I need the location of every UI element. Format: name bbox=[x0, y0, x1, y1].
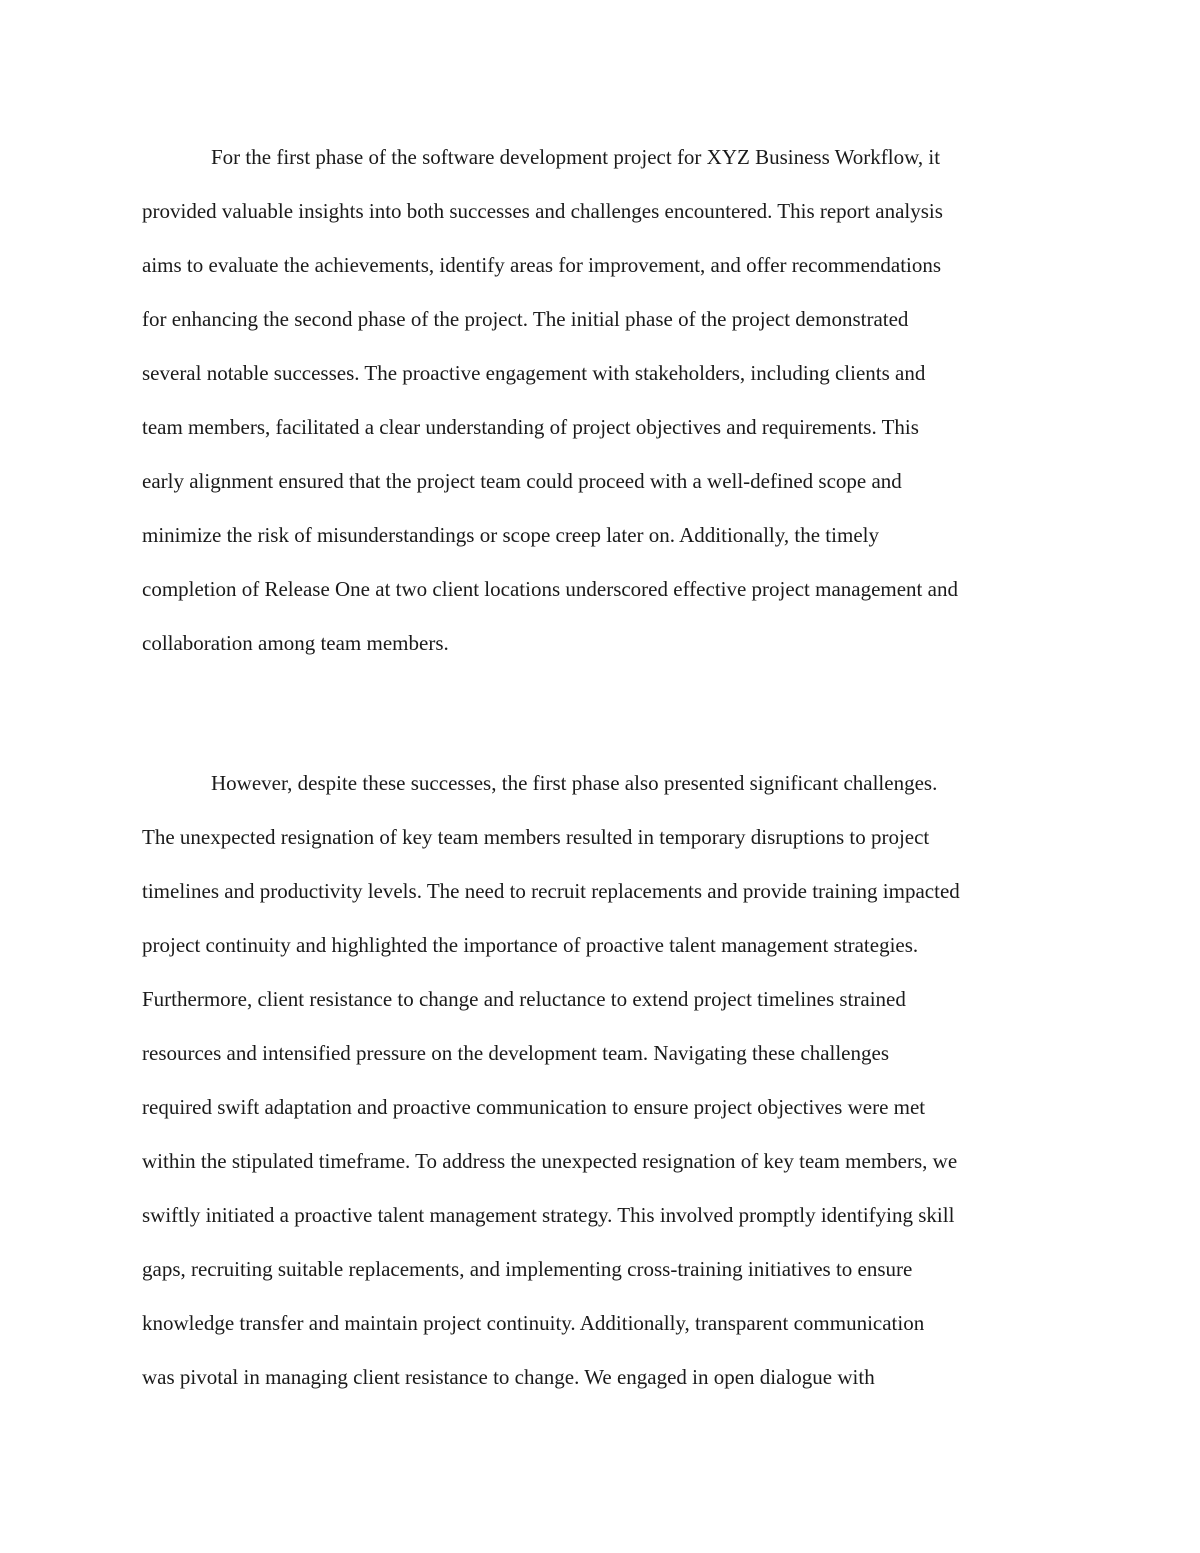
paragraph-line: swiftly initiated a proactive talent management strategy. This involved promptly identifying skill bbox=[142, 1203, 955, 1227]
paragraph-line: resources and intensified pressure on the development team. Navigating these challenges bbox=[142, 1041, 889, 1065]
paragraph-line: several notable successes. The proactive engagement with stakeholders, including clients and bbox=[142, 361, 926, 385]
paragraph-line: team members, facilitated a clear understanding of project objectives and requirements. This bbox=[142, 415, 919, 439]
paragraph-line: The unexpected resignation of key team members resulted in temporary disruptions to project bbox=[142, 825, 930, 849]
paragraph-line: collaboration among team members. bbox=[142, 631, 449, 655]
paragraph-line: aims to evaluate the achievements, identify areas for improvement, and offer recommendations bbox=[142, 253, 942, 277]
paragraph-line: knowledge transfer and maintain project continuity. Additionally, transparent communication bbox=[142, 1311, 925, 1335]
paragraph-line: minimize the risk of misunderstandings or scope creep later on. Additionally, the timely bbox=[142, 523, 879, 547]
paragraph-line: was pivotal in managing client resistance to change. We engaged in open dialogue with bbox=[142, 1365, 875, 1389]
paragraph-line: project continuity and highlighted the importance of proactive talent management strategies. bbox=[142, 933, 919, 957]
paragraph-line: provided valuable insights into both successes and challenges encountered. This report analysis bbox=[142, 199, 943, 223]
paragraph-line: for enhancing the second phase of the project. The initial phase of the project demonstrated bbox=[142, 307, 909, 331]
paragraph-line: completion of Release One at two client locations underscored effective project management and bbox=[142, 577, 958, 601]
paragraph-line: required swift adaptation and proactive communication to ensure project objectives were met bbox=[142, 1095, 926, 1119]
paragraph-line: timelines and productivity levels. The need to recruit replacements and provide training impacted bbox=[142, 879, 960, 903]
paragraph-line: gaps, recruiting suitable replacements, and implementing cross-training initiatives to ensure bbox=[142, 1257, 913, 1281]
paragraph-line: For the first phase of the software development project for XYZ Business Workflow, it bbox=[211, 145, 941, 169]
paragraph-line: within the stipulated timeframe. To address the unexpected resignation of key team members, we bbox=[142, 1149, 958, 1173]
paragraph-line: Furthermore, client resistance to change and reluctance to extend project timelines strained bbox=[142, 987, 906, 1011]
paragraph-line: early alignment ensured that the project team could proceed with a well-defined scope and bbox=[142, 469, 902, 493]
paragraph-line: However, despite these successes, the first phase also presented significant challenges. bbox=[211, 771, 938, 795]
